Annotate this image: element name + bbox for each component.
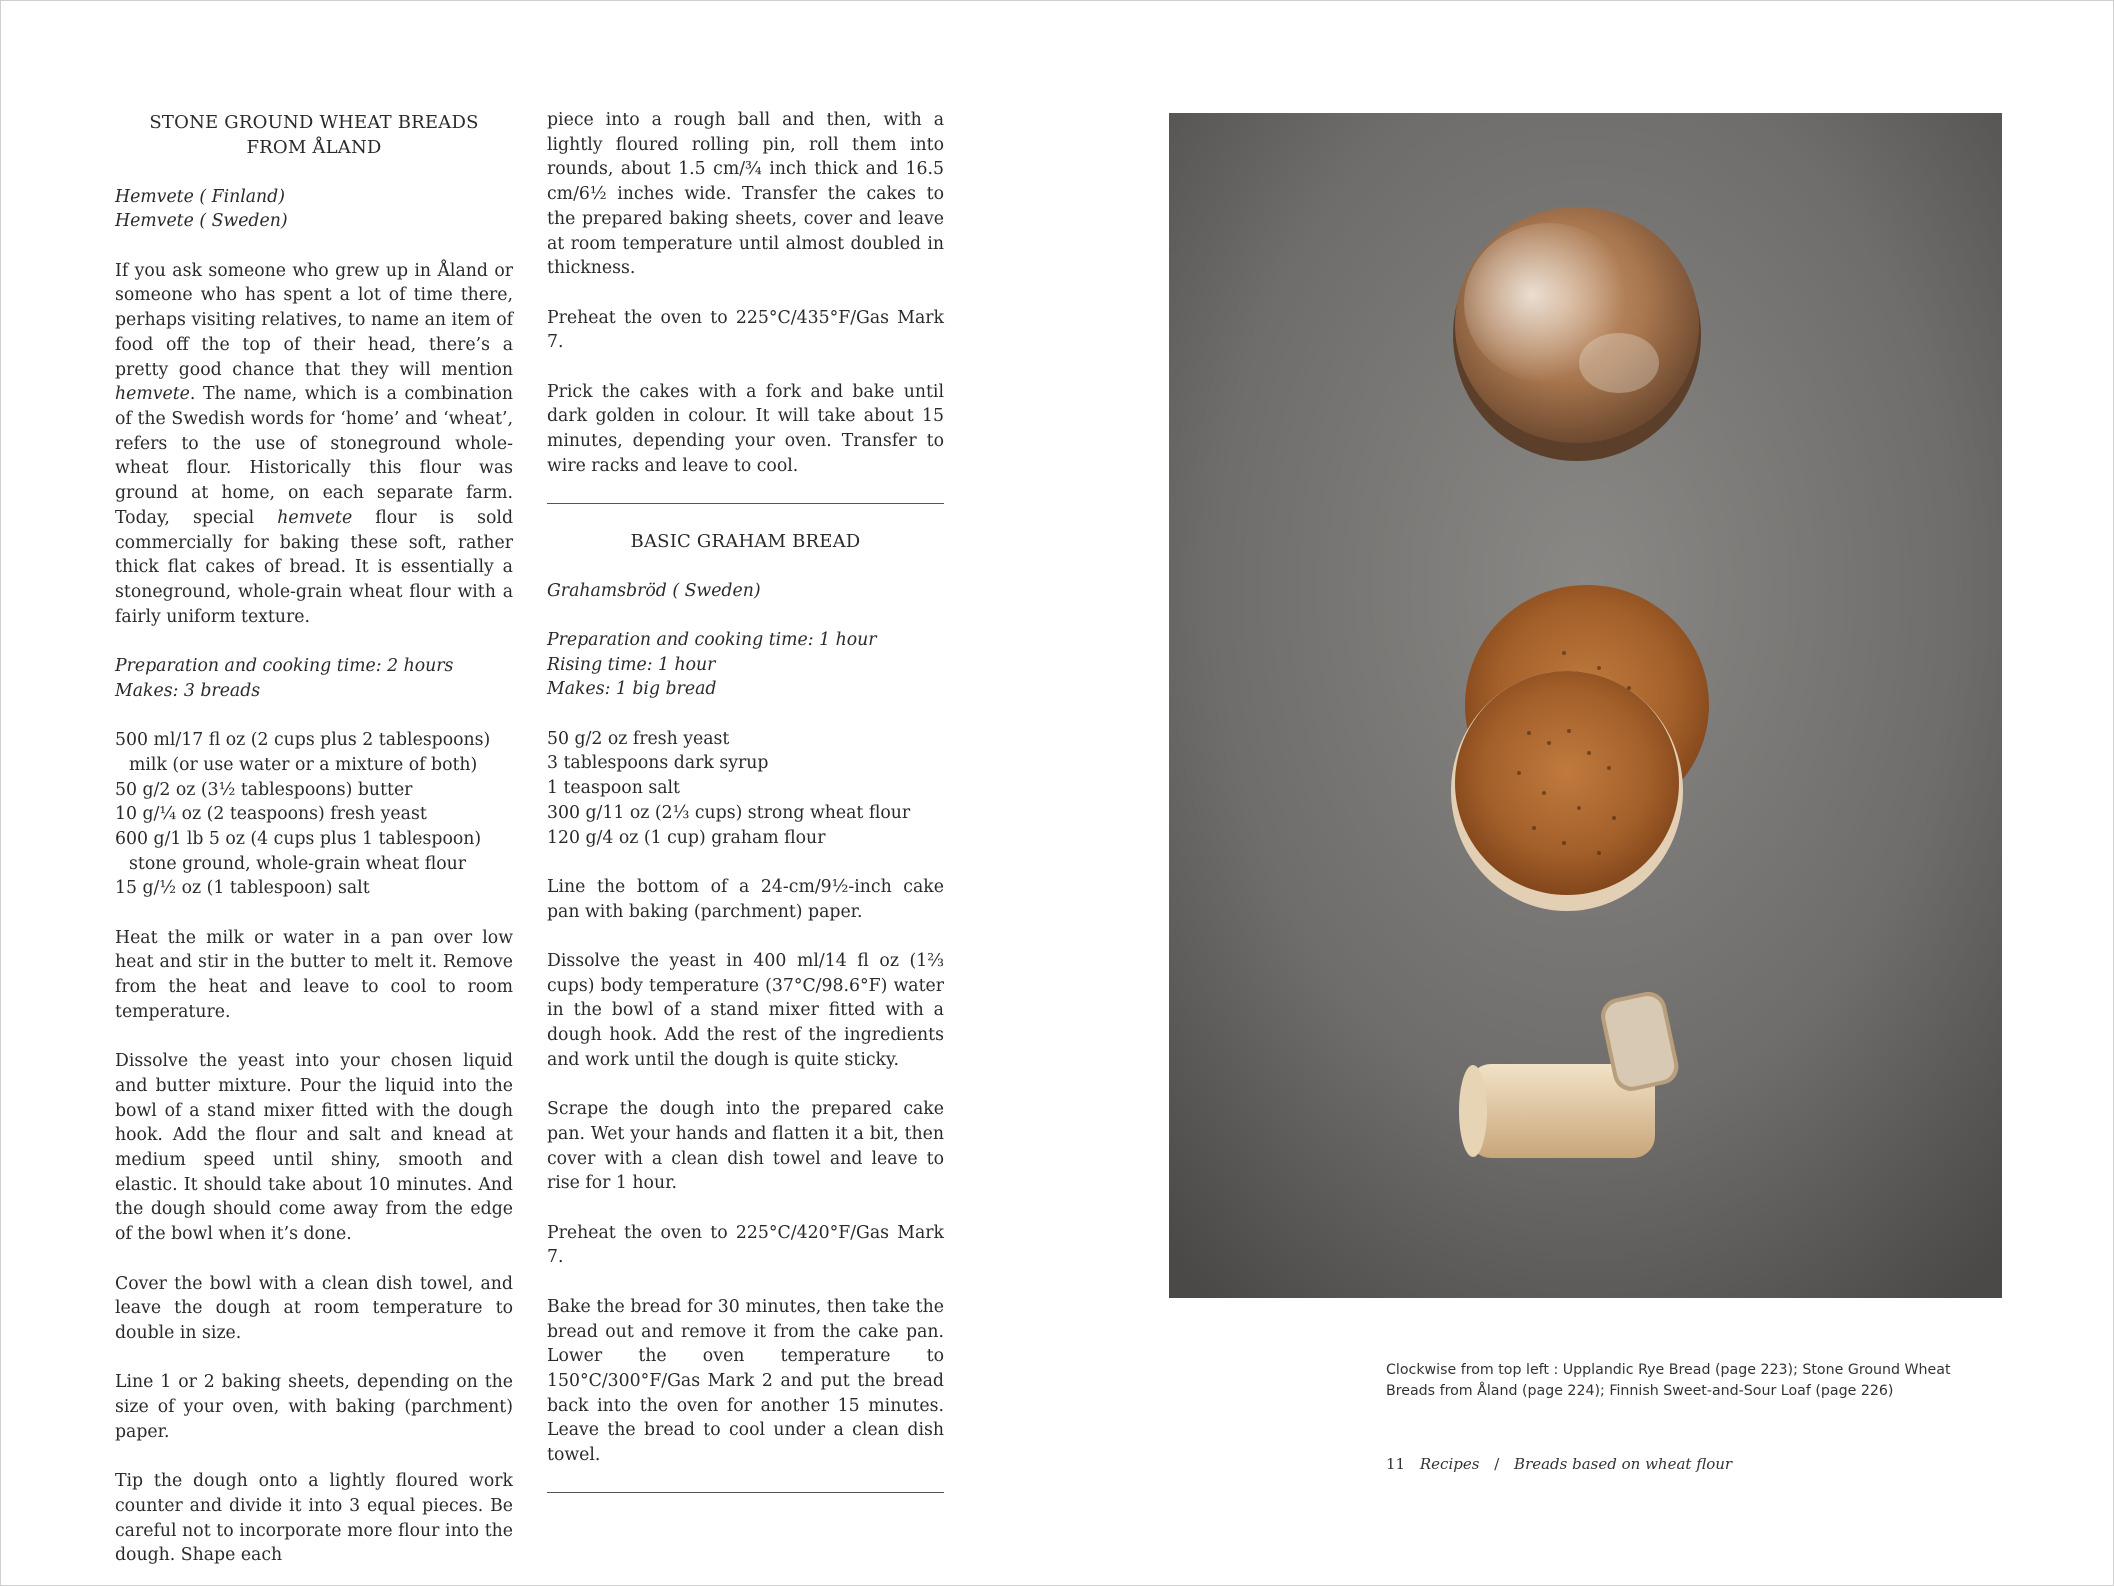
method-step: Cover the bowl with a clean dish towel, and leave the dough at room temperature to double in size. [115,1273,513,1343]
method-step: Prick the cakes with a fork and bake until dark golden in colour. It will take about 15 minutes, depending your oven. Transfer to wire racks and leave to cool. [547,381,944,476]
method-step: Scrape the dough into the prepared cake pan. Wet your hands and flatten it a bit, then cover with a clean dish towel and leave to rise for 1 hour. [547,1099,944,1194]
footer-section: Recipes [1419,1455,1480,1473]
ingredient-item: 1 teaspoon salt [547,778,680,799]
recipe-meta [547,628,944,702]
ingredient-item: 10 g/¼ oz (2 teaspoons) fresh yeast [115,804,427,825]
ingredient-item: 120 g/4 oz (1 cup) graham flour [547,827,826,848]
ingredient-item: 500 ml/17 fl oz (2 cups plus 2 tablespoons) [115,730,491,751]
ingredient-list [115,728,513,901]
recipe-title-basic-graham-bread: BASIC GRAHAM BREAD [630,530,861,552]
prep-time: Preparation and cooking time: 2 hours [115,656,454,677]
rising-time: Rising time: 1 hour [547,654,716,675]
section-divider [547,503,944,504]
footer-chapter: Breads based on wheat flour [1514,1455,1733,1473]
method-step: Preheat the oven to 225°C/420°F/Gas Mark 7. [547,1222,944,1268]
alt-name-sweden: Hemvete ( Sweden) [115,211,288,232]
ingredient-item: stone ground, whole-grain wheat flour [129,853,467,874]
method-step: Heat the milk or water in a pan over low heat and stir in the butter to melt it. Remove from the heat and leave to cool to room temperature. [115,927,513,1022]
footer-separator: / [1494,1455,1500,1473]
method-step: Line the bottom of a 24-cm/9½-inch cake pan with baking (parchment) paper. [547,876,944,922]
ingredient-item: 300 g/11 oz (2⅓ cups) strong wheat flour [547,802,911,823]
method-step: Line 1 or 2 baking sheets, depending on the size of your oven, with baking (parchment) paper. [115,1372,513,1442]
ingredient-item: 600 g/1 lb 5 oz (4 cups plus 1 tablespoon) [115,828,482,849]
ingredient-item: 50 g/2 oz fresh yeast [547,728,730,749]
ingredient-item: 15 g/½ oz (1 tablespoon) salt [115,878,370,899]
method-step: piece into a rough ball and then, with a lightly floured rolling pin, roll them into rounds, about 1.5 cm/¾ inch thick and 16.5 cm/6½ inches wide. Transfer the cakes to the prepared baking sheets, cover and leave at room temperature until almost doubled in thickness. [547,110,944,279]
ingredient-list [547,727,944,851]
recipe-title-line-2: FROM ÅLAND [246,137,382,158]
text-column-left [115,108,513,1568]
recipe-intro: If you ask someone who grew up in Åland or someone who has spent a lot of time there, perhaps visiting relatives, to name an item of food off the top of their head, there’s a pretty good chance that they will mention hemvete. The name, which is a combination of the Swedish words for ‘home’ and ‘wheat’, refers to the use of stoneground whole-wheat flour. Historically this flour was ground at home, on each separate farm. Today, special hemvete flour is sold commercially for baking these soft, rather thick flat cakes of bread. It is essentially a stoneground, whole-grain wheat flour with a fairly uniform texture. [115,260,514,627]
section-divider [547,1492,944,1493]
makes: Makes: 3 breads [115,680,261,701]
alt-name-sweden: Grahamsbröd ( Sweden) [547,580,761,601]
bread-photo [1169,113,2002,1298]
prep-time: Preparation and cooking time: 1 hour [547,629,877,650]
photo-caption: Clockwise from top left : Upplandic Rye Bread (page 223); Stone Ground Wheat Breads from Åland (page 224); Finnish Sweet-and-Sour Loaf (page 226) [1386,1362,1951,1399]
recipe-alt-names [547,579,944,604]
recipe-meta [115,654,513,703]
method-step: Tip the dough onto a lightly floured work counter and divide it into 3 equal pieces. Be careful not to incorporate more flour into the dough. Shape each [115,1471,513,1566]
ingredient-item: 50 g/2 oz (3½ tablespoons) butter [115,779,413,800]
method-step: Dissolve the yeast in 400 ml/14 fl oz (1⅔ cups) body temperature (37°C/98.6°F) water in the bowl of a stand mixer fitted with a dough hook. Add the rest of the ingredients and work until the dough is quite sticky. [547,951,944,1070]
recipe-alt-names [115,185,513,234]
rye-bread-image [1453,207,1701,461]
recipe-title-line-1: STONE GROUND WHEAT BREADS [149,112,479,133]
page-number: 11 [1386,1455,1406,1473]
method-step: Dissolve the yeast into your chosen liquid and butter mixture. Pour the liquid into the bowl of a stand mixer fitted with the dough hook. Add the flour and salt and knead at medium speed until shiny, smooth and elastic. It should take about 10 minutes. And the dough should come away from the edge of the bowl when it’s done. [115,1051,513,1245]
recipe-title-stone-ground-wheat-breads [115,110,513,160]
text-column-middle [547,108,944,1518]
alt-name-finland: Hemvete ( Finland) [115,186,285,207]
ingredient-item: 3 tablespoons dark syrup [547,753,769,774]
page-footer [1386,1455,1742,1473]
makes: Makes: 1 big bread [547,679,717,700]
ingredient-item: milk (or use water or a mixture of both) [129,754,478,775]
method-step: Bake the bread for 30 minutes, then take the bread out and remove it from the cake pan. Lower the oven temperature to 150°C/300°F/Gas Mark 2 and put the bread back into the oven for another 15 minutes. Leave the bread to cool under a clean dish towel. [547,1296,944,1466]
method-step: Preheat the oven to 225°C/435°F/Gas Mark 7. [547,307,944,353]
